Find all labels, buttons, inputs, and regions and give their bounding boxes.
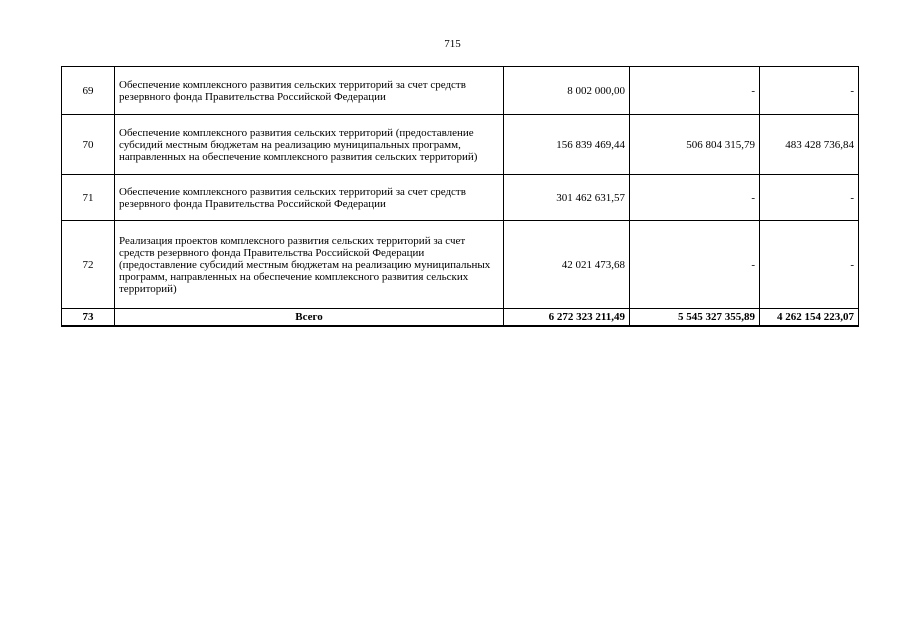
page-number: 715: [444, 38, 461, 50]
row-number: 72: [62, 221, 115, 309]
row-name: Обеспечение комплексного развития сельских территорий за счет средств резервного фонда Правительства Российской Федерации: [115, 67, 504, 115]
total-value-1: 6 272 323 211,49: [504, 309, 630, 327]
total-row-number: 73: [62, 309, 115, 327]
total-value-2: 5 545 327 355,89: [630, 309, 760, 327]
row-value-1: 156 839 469,44: [504, 115, 630, 175]
row-value-1: 301 462 631,57: [504, 175, 630, 221]
row-value-1: 42 021 473,68: [504, 221, 630, 309]
row-name: Обеспечение комплексного развития сельских территорий за счет средств резервного фонда Правительства Российской Федерации: [115, 175, 504, 221]
row-value-1: 8 002 000,00: [504, 67, 630, 115]
row-name: Реализация проектов комплексного развития сельских территорий за счет средств резервного фонда Правительства Российской Федерации (предоставление субсидий местным бюджетам на реализацию муниципальных программ, направленных на обеспечение комплексного развития сельских территорий): [115, 221, 504, 309]
total-value-3: 4 262 154 223,07: [760, 309, 859, 327]
total-row: [62, 309, 859, 327]
row-number: 69: [62, 67, 115, 115]
row-value-2: -: [630, 67, 760, 115]
row-value-3: -: [760, 67, 859, 115]
row-value-2: -: [630, 221, 760, 309]
table-row: [62, 115, 859, 175]
row-name: Обеспечение комплексного развития сельских территорий (предоставление субсидий местным бюджетам на реализацию муниципальных программ, направленных на обеспечение комплексного развития сельских территорий): [115, 115, 504, 175]
row-value-3: -: [760, 175, 859, 221]
row-value-3: -: [760, 221, 859, 309]
table-row: [62, 67, 859, 115]
row-value-2: 506 804 315,79: [630, 115, 760, 175]
row-number: 71: [62, 175, 115, 221]
row-value-3: 483 428 736,84: [760, 115, 859, 175]
table-row: [62, 175, 859, 221]
row-number: 70: [62, 115, 115, 175]
budget-table: [61, 66, 859, 327]
row-value-2: -: [630, 175, 760, 221]
table-row: [62, 221, 859, 309]
total-label: Всего: [115, 309, 504, 327]
